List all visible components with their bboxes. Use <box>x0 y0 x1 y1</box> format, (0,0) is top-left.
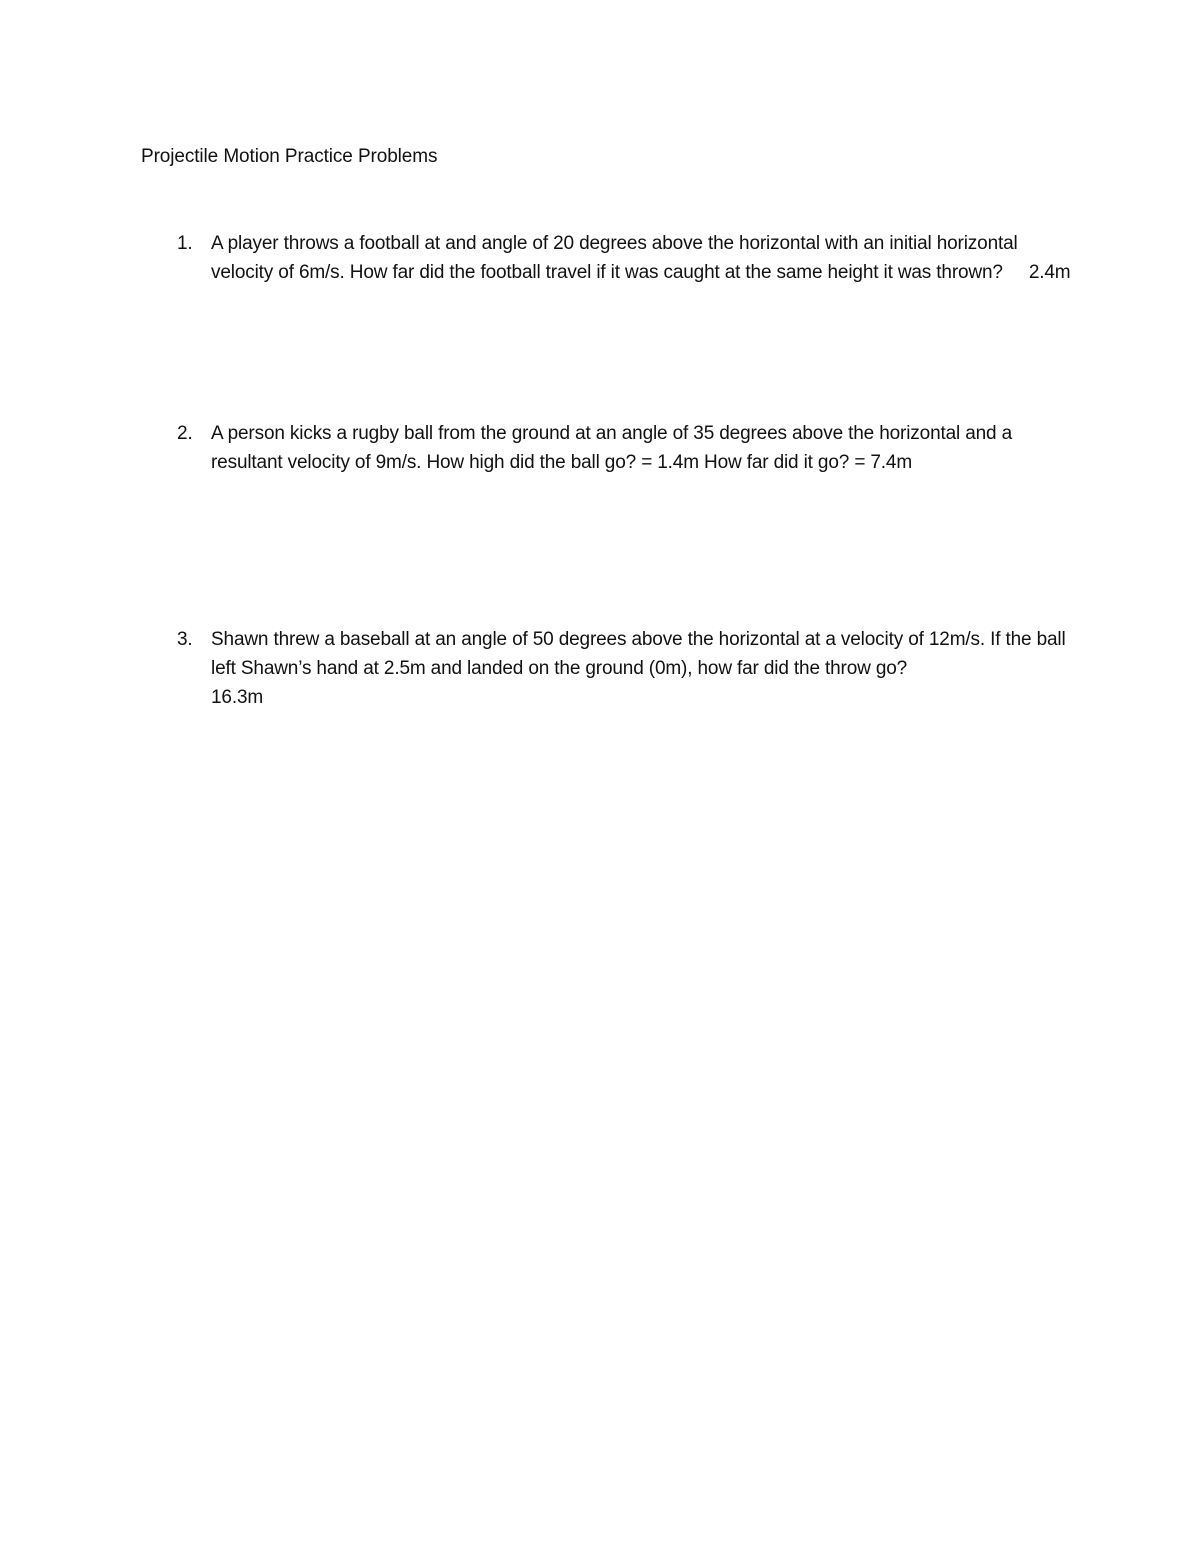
problem-answer: 16.3m <box>211 687 264 708</box>
problem-answer: 2.4m <box>1028 262 1071 283</box>
problem-number: 1. <box>177 233 193 254</box>
problem-1 <box>141 229 1081 287</box>
problem-text <box>211 419 1081 477</box>
problem-question: A player throws a football at and angle of 20 degrees above the horizontal with an initial horizontal velocity of 6m/s. How far did the football travel if it was caught at the same height it was thrown? <box>211 233 1018 283</box>
problem-text <box>211 625 1081 712</box>
problem-question: A person kicks a rugby ball from the ground at an angle of 35 degrees above the horizontal and a resultant velocity of 9m/s. How high did the ball go? = 1.4m How far did it go? = 7.4m <box>211 423 1013 473</box>
problem-question: Shawn threw a baseball at an angle of 50 degrees above the horizontal at a velocity of 12m/s. If the ball left Shawn’s hand at 2.5m and landed on the ground (0m), how far did the throw go? <box>211 629 1066 679</box>
problem-3 <box>141 625 1081 712</box>
document-title: Projectile Motion Practice Problems <box>141 146 438 167</box>
problem-number: 3. <box>177 629 193 650</box>
problem-number: 2. <box>177 423 193 444</box>
problem-text <box>211 229 1081 287</box>
problem-2 <box>141 419 1081 477</box>
